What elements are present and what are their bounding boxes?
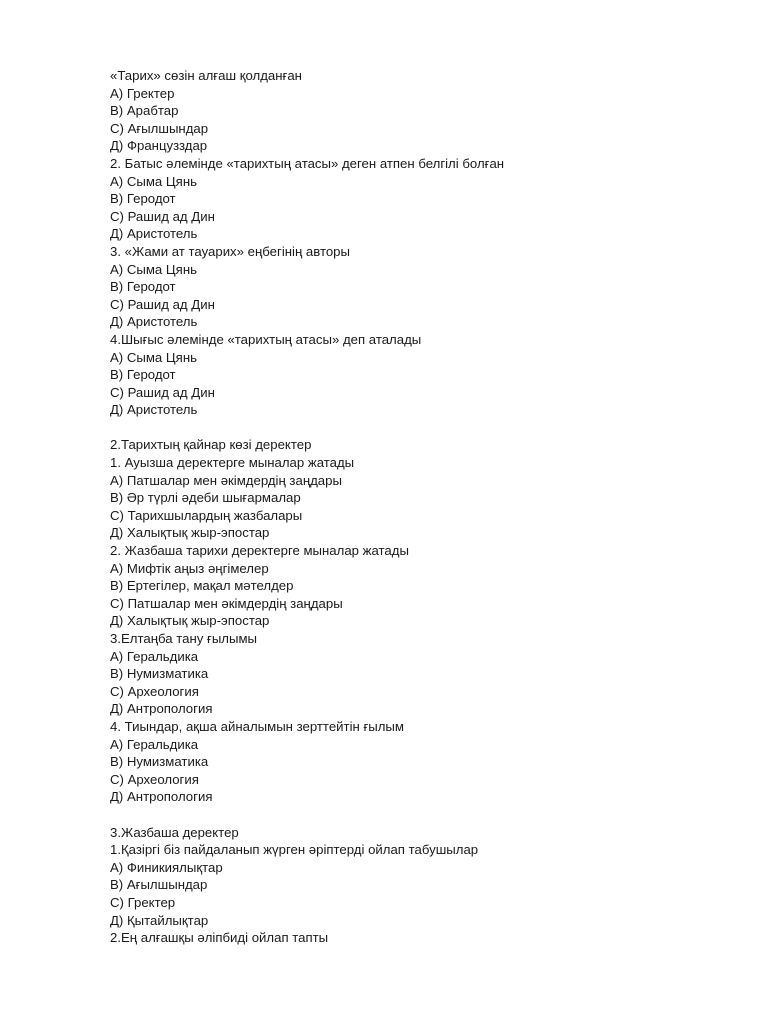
answer-option: С) Патшалар мен әкімдердің заңдары xyxy=(110,595,343,611)
question-title: 4.Шығыс әлемінде «тарихтың атасы» деп аталады xyxy=(110,331,422,347)
answer-option: А) Геральдика xyxy=(110,736,199,752)
section-heading: 2.Тарихтың қайнар көзі деректер xyxy=(110,437,312,453)
answer-option: В) Арабтар xyxy=(110,103,179,119)
section-spacer xyxy=(110,806,730,824)
answer-option: В) Әр түрлі әдеби шығармалар xyxy=(110,490,301,506)
answer-option: В) Нумизматика xyxy=(110,754,209,770)
question-title: 3.Елтаңба тану ғылымы xyxy=(110,631,258,646)
answer-option: Д) Қытайлықтар xyxy=(110,912,209,928)
question-title: 2.Ең алғашқы әліпбиді ойлап тапты xyxy=(110,930,329,946)
answer-option: В) Геродот xyxy=(110,191,176,207)
question-title: 1.Қазіргі біз пайдаланып жүрген әріптерді ойлап табушылар xyxy=(110,842,479,858)
answer-option: Д) Халықтық жыр-эпостар xyxy=(110,525,270,541)
answer-option: В) Геродот xyxy=(110,367,176,383)
question-title: 2. Батыс әлемінде «тарихтың атасы» деген атпен белгілі болған xyxy=(110,155,505,171)
question-title: 2. Жазбаша тарихи деректерге мыналар жатады xyxy=(110,543,409,559)
section-3 xyxy=(110,824,730,947)
question-title: 3. «Жами ат тауарих» еңбегінің авторы xyxy=(110,243,350,259)
answer-option: С) Ағылшындар xyxy=(110,120,209,136)
section-1 xyxy=(110,67,730,419)
document-page xyxy=(110,67,730,947)
answer-option: В) Ағылшындар xyxy=(110,877,208,893)
answer-option: А) Патшалар мен әкімдердің заңдары xyxy=(110,472,342,488)
section-2 xyxy=(110,436,730,805)
answer-option: С) Рашид ад Дин xyxy=(110,296,215,312)
answer-option: А) Сыма Цянь xyxy=(110,261,197,277)
answer-option: А) Сыма Цянь xyxy=(110,173,197,189)
answer-option: С) Рашид ад Дин xyxy=(110,208,215,224)
answer-option: С) Рашид ад Дин xyxy=(110,384,215,400)
answer-option: А) Геральдика xyxy=(110,648,199,664)
answer-option: В) Геродот xyxy=(110,279,176,295)
answer-option: Д) Аристотель xyxy=(110,226,198,242)
question-title: 4. Тиындар, ақша айналымын зерттейтін ғылым xyxy=(110,718,404,734)
answer-option: Д) Аристотель xyxy=(110,402,198,418)
answer-option: А) Финикиялықтар xyxy=(110,859,223,875)
section-spacer xyxy=(110,419,730,437)
question-title: 1. Ауызша деректерге мыналар жатады xyxy=(110,455,355,471)
answer-option: Д) Французздар xyxy=(110,138,208,154)
answer-option: Д) Аристотель xyxy=(110,314,198,330)
answer-option: С) Тарихшылардың жазбалары xyxy=(110,507,303,523)
answer-option: В) Нумизматика xyxy=(110,666,209,682)
answer-option: С) Гректер xyxy=(110,894,176,910)
answer-option: Д) Антропология xyxy=(110,789,213,805)
answer-option: А) Гректер xyxy=(110,85,175,101)
section-heading: 3.Жазбаша деректер xyxy=(110,824,239,840)
answer-option: Д) Антропология xyxy=(110,701,213,717)
answer-option: С) Археология xyxy=(110,771,199,787)
answer-option: С) Археология xyxy=(110,683,199,699)
question-title: «Тарих» сөзін алғаш қолданған xyxy=(110,68,302,83)
answer-option: В) Ертегілер, мақал мәтелдер xyxy=(110,578,294,594)
answer-option: Д) Халықтық жыр-эпостар xyxy=(110,613,270,629)
answer-option: А) Мифтік аңыз әңгімелер xyxy=(110,560,269,576)
answer-option: А) Сыма Цянь xyxy=(110,349,197,365)
